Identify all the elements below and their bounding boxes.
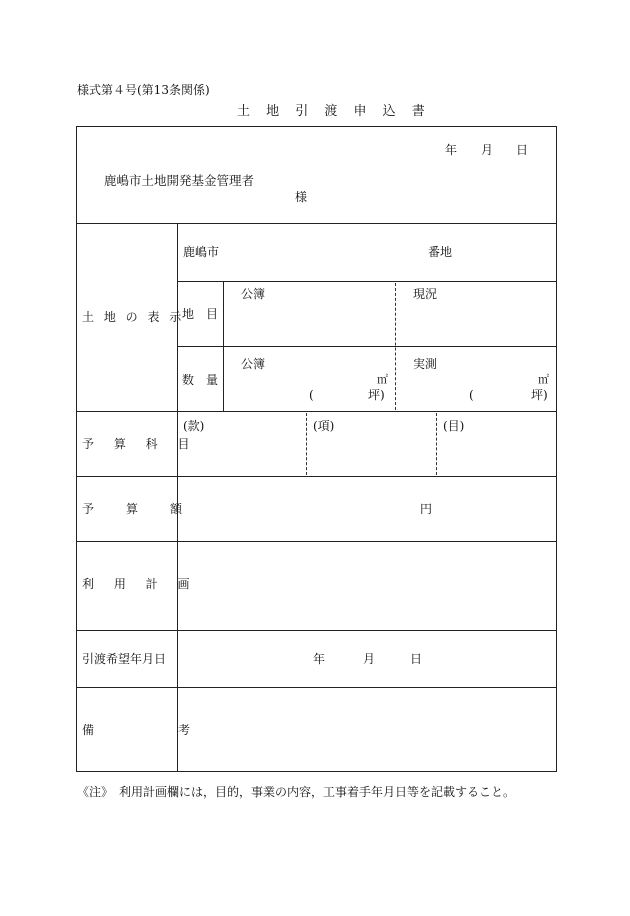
form-number: 様式第４号(第13条関係) — [77, 83, 210, 97]
footnote: 《注》 利用計画欄には，目的，事業の内容，工事着手年月日等を記載すること。 — [77, 785, 516, 799]
land-category-label: 地 目 — [182, 307, 219, 321]
page-title: 土 地 引 渡 申 込 書 — [237, 104, 431, 119]
desired-date-month: 月 — [363, 652, 376, 666]
date-year: 年 — [445, 143, 458, 157]
actual-sqm-unit: ㎡ — [538, 373, 549, 386]
actual-tsubo-close: 坪) — [531, 388, 548, 402]
recipient-honorific: 様 — [295, 190, 308, 204]
land-location-city: 鹿嶋市 — [183, 245, 220, 259]
land-category-registry: 公簿 — [241, 287, 266, 301]
row-divider — [76, 630, 557, 631]
row-divider — [76, 223, 557, 224]
budget-item-moku: (目) — [443, 419, 465, 433]
desired-date-year: 年 — [313, 652, 326, 666]
table-bottom-border — [76, 771, 557, 772]
sub-label-divider — [223, 281, 224, 411]
row-divider — [76, 541, 557, 542]
usage-plan-label: 利 用 計 画 — [82, 577, 198, 591]
budget-item-kan: (款) — [183, 419, 205, 433]
row-divider — [177, 281, 557, 282]
label-column-divider — [177, 223, 178, 771]
date-day: 日 — [516, 143, 529, 157]
registry-tsubo-close: 坪) — [368, 388, 385, 402]
budget-amount-label: 予 算 額 — [82, 502, 193, 516]
budget-item-kou: (項) — [313, 419, 335, 433]
land-location-banchi: 番地 — [428, 245, 453, 259]
actual-tsubo-open: ( — [469, 388, 474, 402]
table-top-border — [76, 126, 557, 127]
land-quantity-actual: 実測 — [413, 357, 438, 371]
registry-sqm-unit: ㎡ — [377, 373, 388, 386]
desired-date-day: 日 — [410, 652, 423, 666]
desired-date-label: 引渡希望年月日 — [82, 652, 167, 666]
row-divider — [177, 346, 557, 347]
remarks-label: 備 考 — [82, 723, 203, 737]
recipient-name: 鹿嶋市土地開発基金管理者 — [104, 173, 255, 188]
land-quantity-registry: 公簿 — [241, 357, 266, 371]
budget-amount-unit: 円 — [420, 502, 433, 516]
dashed-divider — [306, 413, 307, 475]
date-month: 月 — [481, 143, 494, 157]
row-divider — [76, 687, 557, 688]
registry-tsubo-open: ( — [309, 388, 314, 402]
dashed-divider — [395, 283, 396, 410]
row-divider — [76, 411, 557, 412]
dashed-divider — [436, 413, 437, 475]
budget-item-label: 予 算 科 目 — [82, 437, 198, 451]
row-divider — [76, 476, 557, 477]
land-quantity-label: 数 量 — [182, 373, 219, 387]
land-section-label: 土 地 の 表 示 — [82, 310, 185, 324]
land-category-actual: 現況 — [413, 287, 438, 301]
